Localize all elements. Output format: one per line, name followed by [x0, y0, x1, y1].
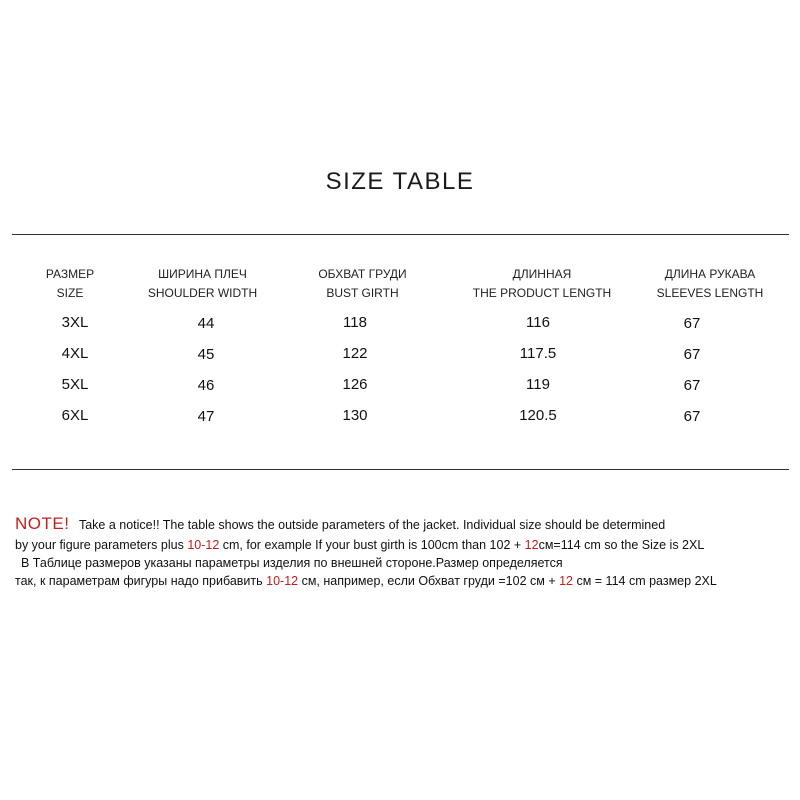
column-header-shoulder-width [135, 265, 270, 303]
table-cell-product-length: 119 [526, 376, 550, 393]
column-header-en: SHOULDER WIDTH [147, 286, 258, 300]
table-cell-bust-girth: 130 [342, 407, 368, 424]
note-text: так, к параметрам фигуры надо прибавить [15, 574, 267, 588]
note-text: см=114 cm so the Size is 2XL [538, 538, 705, 552]
note-highlight: 12 [524, 538, 539, 552]
column-header-ru: ШИРИНА ПЛЕЧ [158, 267, 247, 281]
column-header-en: SLEEVES LENGTH [656, 286, 764, 300]
table-cell-sleeves-length: 67 [683, 377, 701, 394]
table-cell-shoulder-width: 47 [197, 408, 215, 425]
table-cell-shoulder-width: 46 [197, 377, 215, 394]
table-cell-bust-girth: 126 [342, 376, 368, 393]
note-highlight: 10-12 [187, 538, 220, 552]
column-header-ru: ДЛИНА РУКАВА [664, 267, 756, 281]
table-cell-product-length: 120.5 [519, 407, 557, 424]
note-line-1 [15, 514, 665, 534]
note-line-4 [15, 574, 717, 588]
table-cell-shoulder-width: 45 [197, 346, 215, 363]
note-text: см = 114 cm размер 2XL [573, 574, 717, 588]
note-text: cm, for example If your bust girth is 100cm than 102 + [219, 538, 525, 552]
column-header-en: THE PRODUCT LENGTH [472, 286, 612, 300]
column-header-en: BUST GIRTH [326, 286, 399, 300]
table-cell-sleeves-length: 67 [683, 346, 701, 363]
page-title: SIZE TABLE [325, 168, 475, 195]
note-line-3 [21, 556, 563, 570]
table-cell-size: 6XL [61, 407, 89, 424]
table-cell-product-length: 117.5 [519, 345, 557, 362]
note-line-2 [15, 538, 704, 552]
note-text: Take a notice!! The table shows the outside parameters of the jacket. Individual size should be determined [78, 518, 666, 532]
table-cell-size: 3XL [61, 314, 89, 331]
table-cell-sleeves-length: 67 [683, 315, 701, 332]
note-text: В Таблице размеров указаны параметры изделия по внешней стороне.Размер определяется [21, 556, 563, 570]
table-cell-bust-girth: 122 [342, 345, 368, 362]
table-bottom-divider [12, 469, 789, 470]
table-cell-product-length: 116 [526, 314, 550, 331]
note-label: NOTE! [15, 514, 70, 533]
column-header-size [30, 265, 110, 303]
table-cell-size: 5XL [61, 376, 89, 393]
table-cell-bust-girth: 118 [343, 314, 367, 331]
table-cell-sleeves-length: 67 [683, 408, 701, 425]
column-header-ru: ОБХВАТ ГРУДИ [318, 267, 407, 281]
column-header-ru: РАЗМЕР [45, 267, 95, 281]
column-header-ru: ДЛИННАЯ [512, 267, 572, 281]
table-top-divider [12, 234, 789, 235]
column-header-en: SIZE [56, 286, 84, 300]
column-header-sleeves-length [640, 265, 780, 303]
table-cell-size: 4XL [61, 345, 89, 362]
note-highlight: 10-12 [266, 574, 299, 588]
note-text: by your figure parameters plus [15, 538, 188, 552]
column-header-bust-girth [300, 265, 425, 303]
column-header-product-length [462, 265, 622, 303]
note-text: см, например, если Обхват груди =102 см + [298, 574, 560, 588]
note-highlight: 12 [559, 574, 573, 588]
table-cell-shoulder-width: 44 [197, 315, 215, 332]
